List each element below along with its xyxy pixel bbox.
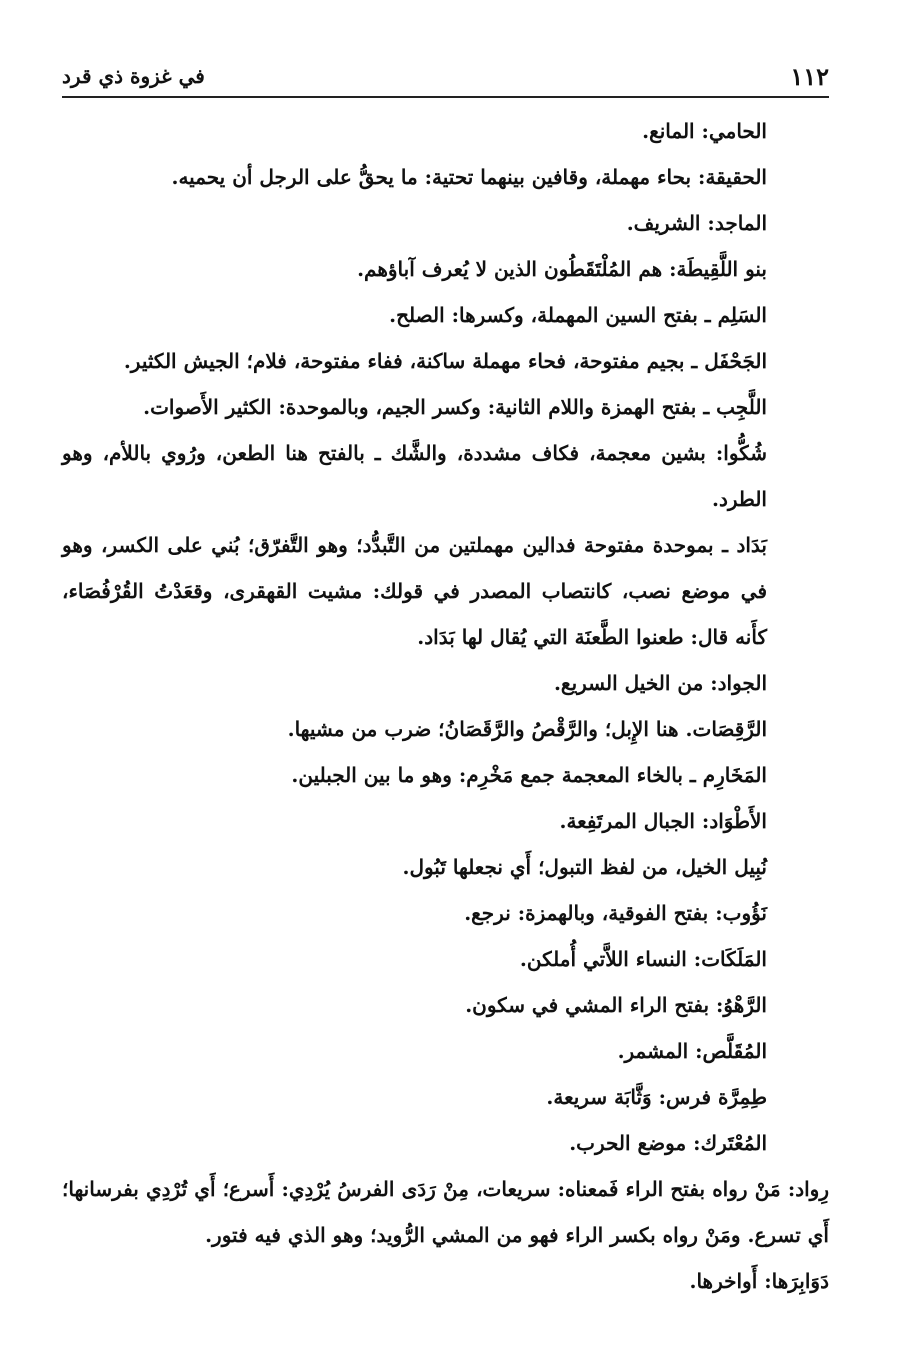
glossary-definition: هم المُلْتَقَطُون الذين لا يُعرف آباؤهم. bbox=[357, 257, 663, 281]
glossary-term: نَؤُوب bbox=[722, 901, 767, 925]
glossary-definition: بفتح الهمزة واللام الثانية: وكسر الجيم، وبالموحدة: الكثير الأَصوات. bbox=[143, 395, 697, 419]
term-separator: : bbox=[694, 119, 709, 143]
glossary-definition: مَنْ رواه بفتح الراء فَمعناه: سريعات، مِنْ رَدَى الفرسُ يُرْدِي: أَسرع؛ أَي تُرْدِي بفرسانها؛ أَي تسرع. ومَنْ رواه بكسر الراء فهو من المشي الرُّويد؛ وهو الذي فيه فتور. bbox=[62, 1177, 829, 1247]
term-separator: ـ bbox=[713, 533, 737, 557]
glossary-term: طِمِرَّة فرس bbox=[666, 1085, 767, 1109]
glossary-term: السَلِم bbox=[717, 303, 767, 327]
glossary-term: الحقيقة bbox=[705, 165, 767, 189]
glossary-definition: المانع. bbox=[642, 119, 695, 143]
glossary-definition: موضع الحرب. bbox=[569, 1131, 687, 1155]
glossary-entry bbox=[62, 844, 829, 890]
glossary-body bbox=[62, 108, 829, 1304]
glossary-entry bbox=[62, 1166, 829, 1258]
glossary-term: اللَّجِب bbox=[716, 395, 767, 419]
glossary-entry bbox=[62, 108, 829, 154]
glossary-term: الرَّقِصَات bbox=[692, 717, 767, 741]
term-separator: : bbox=[708, 901, 723, 925]
page-header bbox=[62, 56, 829, 98]
glossary-definition: هنا الإِبل؛ والرَّقْصُ والرَّقَصَانُ؛ ضرب من مشيها. bbox=[287, 717, 679, 741]
term-separator: ـ bbox=[696, 395, 717, 419]
term-separator: : bbox=[694, 809, 710, 833]
glossary-entry bbox=[62, 1120, 829, 1166]
glossary-entry bbox=[62, 430, 829, 522]
term-separator: : bbox=[686, 947, 702, 971]
glossary-entry bbox=[62, 936, 829, 982]
glossary-definition: بجيم مفتوحة، فحاء مهملة ساكنة، ففاء مفتوحة، فلام؛ الجيش الكثير. bbox=[123, 349, 685, 373]
term-separator: ـ bbox=[684, 349, 705, 373]
term-separator: : bbox=[705, 441, 724, 465]
glossary-entry bbox=[62, 154, 829, 200]
glossary-entry bbox=[62, 982, 829, 1028]
term-separator: ، bbox=[668, 855, 682, 879]
glossary-definition: بشين معجمة، فكاف مشددة، والشَّك ـ بالفتح هنا الطعن، ورُوي باللأم، وهو الطرد. bbox=[62, 441, 767, 511]
glossary-term: المَخَارِم bbox=[702, 763, 767, 787]
glossary-entry bbox=[62, 1028, 829, 1074]
glossary-term: دَوَابِرَها bbox=[771, 1269, 829, 1293]
term-separator: ـ bbox=[682, 763, 703, 787]
glossary-definition: بفتح الفوقية، وبالهمزة: نرجع. bbox=[464, 901, 709, 925]
glossary-definition: من لفظ التبول؛ أَي نجعلها تَبُول. bbox=[402, 855, 669, 879]
term-separator: : bbox=[700, 211, 715, 235]
term-separator: : bbox=[709, 993, 724, 1017]
glossary-definition: المشمر. bbox=[617, 1039, 689, 1063]
glossary-entry bbox=[62, 246, 829, 292]
term-separator: : bbox=[688, 1039, 703, 1063]
glossary-entry bbox=[62, 522, 829, 660]
glossary-term: بنو اللَّقِيطَة bbox=[676, 257, 767, 281]
glossary-term: المُعْتَرك bbox=[700, 1131, 767, 1155]
page-number: ١١٢ bbox=[790, 61, 829, 91]
glossary-definition: الجبال المرتَفِعة. bbox=[559, 809, 695, 833]
glossary-definition: النساء اللاَّتي أُملكن. bbox=[519, 947, 687, 971]
glossary-term: بَدَاد bbox=[736, 533, 767, 557]
glossary-term: الماجد bbox=[714, 211, 767, 235]
glossary-definition: بفتح الراء المشي في سكون. bbox=[465, 993, 710, 1017]
glossary-definition: وَثَّابَة سريعة. bbox=[546, 1085, 652, 1109]
glossary-term: شُكُّوا bbox=[723, 441, 767, 465]
glossary-definition: أَواخرها. bbox=[689, 1269, 758, 1293]
glossary-term: الأَطْوَاد bbox=[709, 809, 767, 833]
glossary-term: الرَّهْوُ bbox=[723, 993, 767, 1017]
term-separator: : bbox=[662, 257, 677, 281]
running-title: في غزوة ذي قرد bbox=[62, 64, 205, 88]
term-separator: : bbox=[703, 671, 718, 695]
glossary-definition: بالخاء المعجمة جمع مَخْرِم: وهو ما بين الجبلين. bbox=[291, 763, 683, 787]
glossary-entry bbox=[62, 1074, 829, 1120]
glossary-entry bbox=[62, 1258, 829, 1304]
glossary-entry bbox=[62, 706, 829, 752]
glossary-definition: بحاء مهملة، وقافين بينهما تحتية: ما يحقُّ على الرجل أن يحميه. bbox=[171, 165, 692, 189]
glossary-definition: بموحدة مفتوحة فدالين مهملتين من التَّبدُّد؛ وهو التَّفرّق؛ بُني على الكسر، وهو في موضع نصب، كانتصاب المصدر في قولك: مشيت القهقرى، وقعَدْتُ القُرْفُصَاء، كأَنه قال: طعنوا الطَّعنَة التي يُقال لها بَدَاد. bbox=[62, 533, 767, 649]
term-separator: ـ bbox=[697, 303, 718, 327]
glossary-term: رِواد bbox=[795, 1177, 829, 1201]
glossary-term: الجواد bbox=[717, 671, 767, 695]
glossary-entry bbox=[62, 660, 829, 706]
glossary-term: نُبِيل الخيل bbox=[681, 855, 767, 879]
glossary-entry bbox=[62, 384, 829, 430]
glossary-entry bbox=[62, 890, 829, 936]
glossary-definition: من الخيل السريع. bbox=[553, 671, 704, 695]
glossary-entry bbox=[62, 752, 829, 798]
glossary-entry bbox=[62, 338, 829, 384]
glossary-term: المُقَلَّص bbox=[702, 1039, 767, 1063]
term-separator: : bbox=[686, 1131, 701, 1155]
glossary-term: الحامي bbox=[708, 119, 767, 143]
term-separator: . bbox=[678, 717, 693, 741]
glossary-entry bbox=[62, 292, 829, 338]
term-separator: : bbox=[757, 1269, 772, 1293]
glossary-definition: بفتح السين المهملة، وكسرها: الصلح. bbox=[389, 303, 698, 327]
term-separator: : bbox=[691, 165, 706, 189]
term-separator: : bbox=[780, 1177, 796, 1201]
glossary-term: المَلَكَات bbox=[701, 947, 767, 971]
glossary-entry bbox=[62, 798, 829, 844]
term-separator: : bbox=[651, 1085, 667, 1109]
glossary-term: الجَحْفَل bbox=[704, 349, 767, 373]
glossary-definition: الشريف. bbox=[626, 211, 701, 235]
glossary-entry bbox=[62, 200, 829, 246]
